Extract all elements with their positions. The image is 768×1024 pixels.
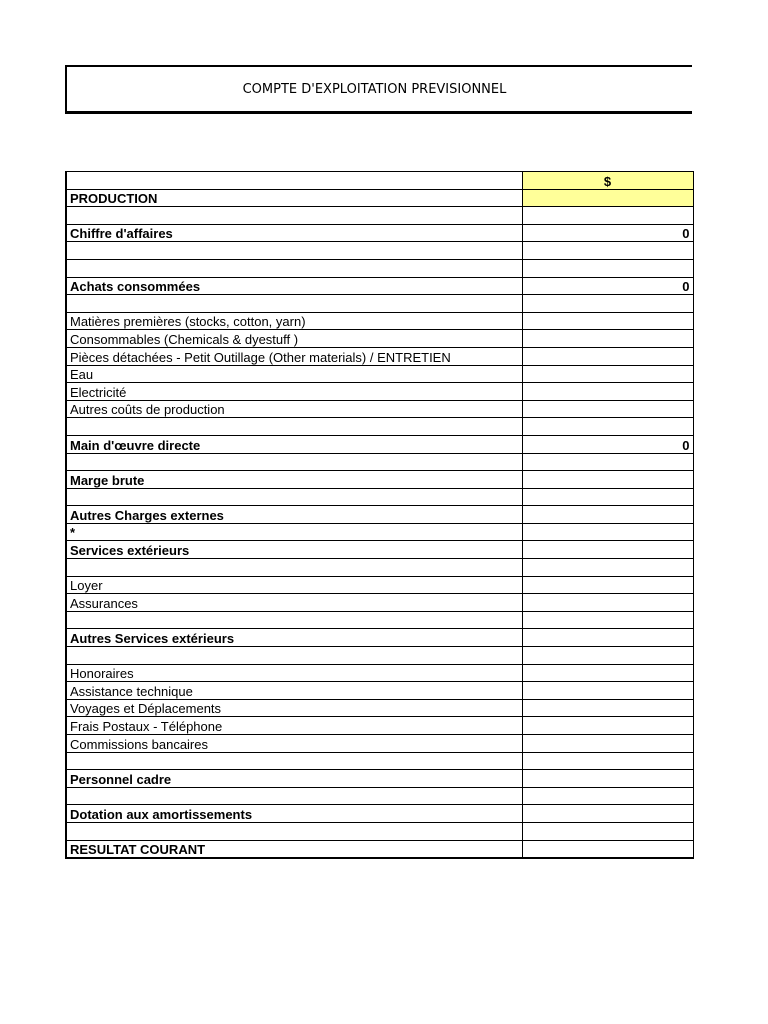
header-label-cell [66,172,522,190]
row-value-cell[interactable] [522,383,693,401]
row-label-cell[interactable]: Assurances [66,594,522,612]
table-row [66,418,693,436]
table-row [66,541,693,559]
row-value-cell[interactable] [522,682,693,700]
row-value-cell[interactable] [522,822,693,840]
row-label-cell[interactable]: Electricité [66,383,522,401]
row-label-cell[interactable]: Autres Services extérieurs [66,629,522,647]
table-row [66,717,693,735]
table-row [66,224,693,242]
table-row [66,189,693,207]
table-row [66,594,693,612]
table-row [66,611,693,629]
table-row [66,347,693,365]
row-label-cell[interactable] [66,752,522,770]
currency-header-cell: $ [522,172,693,190]
table-row [66,330,693,348]
row-label-cell[interactable]: Achats consommées [66,277,522,295]
row-value-cell[interactable] [522,559,693,577]
row-value-cell[interactable] [522,242,693,260]
table-row [66,312,693,330]
row-label-cell[interactable]: Personnel cadre [66,770,522,788]
row-label-cell[interactable]: Chiffre d'affaires [66,224,522,242]
table-row [66,506,693,524]
row-value-cell[interactable] [522,347,693,365]
row-value-cell[interactable] [522,770,693,788]
row-value-cell[interactable] [522,400,693,418]
row-label-cell[interactable]: RESULTAT COURANT [66,840,522,858]
row-label-cell[interactable]: Marge brute [66,471,522,489]
row-value-cell[interactable] [522,541,693,559]
row-label-cell[interactable] [66,488,522,506]
table-row [66,840,693,858]
row-value-cell[interactable] [522,647,693,665]
table-row [66,735,693,753]
table-row [66,295,693,313]
row-label-cell[interactable]: Commissions bancaires [66,735,522,753]
table-row [66,207,693,225]
table-row [66,576,693,594]
table-row [66,664,693,682]
table-row [66,629,693,647]
row-label-cell[interactable]: Frais Postaux - Téléphone [66,717,522,735]
row-value-cell[interactable] [522,259,693,277]
row-value-cell[interactable] [522,312,693,330]
row-label-cell[interactable] [66,242,522,260]
row-value-cell[interactable] [522,523,693,541]
row-value-cell[interactable] [522,735,693,753]
table-row [66,400,693,418]
table-row [66,277,693,295]
row-value-cell[interactable] [522,189,693,207]
row-value-cell[interactable] [522,611,693,629]
row-label-cell[interactable] [66,418,522,436]
table-row [66,822,693,840]
table-row [66,471,693,489]
row-label-cell[interactable]: Services extérieurs [66,541,522,559]
table-row [66,523,693,541]
row-value-cell[interactable] [522,629,693,647]
row-label-cell[interactable]: Honoraires [66,664,522,682]
table-row [66,559,693,577]
row-label-cell[interactable]: Consommables (Chemicals & dyestuff ) [66,330,522,348]
row-label-cell[interactable] [66,453,522,471]
row-label-cell[interactable]: Loyer [66,576,522,594]
row-label-cell[interactable]: Autres coûts de production [66,400,522,418]
table-row [66,805,693,823]
row-value-cell[interactable] [522,805,693,823]
header-row [66,172,693,190]
row-label-cell[interactable]: Dotation aux amortissements [66,805,522,823]
row-label-cell[interactable]: Autres Charges externes [66,506,522,524]
row-label-cell[interactable]: Pièces détachées - Petit Outillage (Other materials) / ENTRETIEN [66,347,522,365]
row-value-cell[interactable] [522,594,693,612]
table-row [66,383,693,401]
row-label-cell[interactable]: Matières premières (stocks, cotton, yarn) [66,312,522,330]
row-value-cell[interactable] [522,840,693,858]
table-row [66,647,693,665]
row-value-cell[interactable]: 0 [522,277,693,295]
row-value-cell[interactable] [522,787,693,805]
title-box [65,65,692,114]
row-value-cell[interactable] [522,207,693,225]
page-title: COMPTE D'EXPLOITATION PREVISIONNEL [242,81,507,97]
row-value-cell[interactable] [522,418,693,436]
row-label-cell[interactable] [66,259,522,277]
row-value-cell[interactable] [522,664,693,682]
row-value-cell[interactable]: 0 [522,435,693,453]
row-value-cell[interactable] [522,488,693,506]
table-row [66,242,693,260]
row-label-cell[interactable]: Assistance technique [66,682,522,700]
row-value-cell[interactable] [522,295,693,313]
row-label-cell[interactable]: PRODUCTION [66,189,522,207]
row-label-cell[interactable] [66,295,522,313]
row-label-cell[interactable] [66,647,522,665]
row-label-cell[interactable] [66,787,522,805]
row-label-cell[interactable] [66,207,522,225]
income-statement-table [65,171,694,859]
row-value-cell[interactable] [522,506,693,524]
table-row [66,453,693,471]
row-value-cell[interactable] [522,576,693,594]
row-label-cell[interactable]: * [66,523,522,541]
row-value-cell[interactable] [522,330,693,348]
row-value-cell[interactable] [522,699,693,717]
row-value-cell[interactable]: 0 [522,224,693,242]
row-label-cell[interactable] [66,559,522,577]
row-value-cell[interactable] [522,453,693,471]
table-row [66,259,693,277]
row-value-cell[interactable] [522,717,693,735]
table-row [66,787,693,805]
table-row [66,699,693,717]
row-label-cell[interactable] [66,611,522,629]
row-label-cell[interactable]: Main d'œuvre directe [66,435,522,453]
row-label-cell[interactable]: Voyages et Déplacements [66,699,522,717]
table-row [66,365,693,383]
table-row [66,752,693,770]
row-value-cell[interactable] [522,365,693,383]
table-row [66,682,693,700]
row-value-cell[interactable] [522,471,693,489]
table-row [66,770,693,788]
row-label-cell[interactable]: Eau [66,365,522,383]
table-row [66,435,693,453]
table-row [66,488,693,506]
row-label-cell[interactable] [66,822,522,840]
row-value-cell[interactable] [522,752,693,770]
